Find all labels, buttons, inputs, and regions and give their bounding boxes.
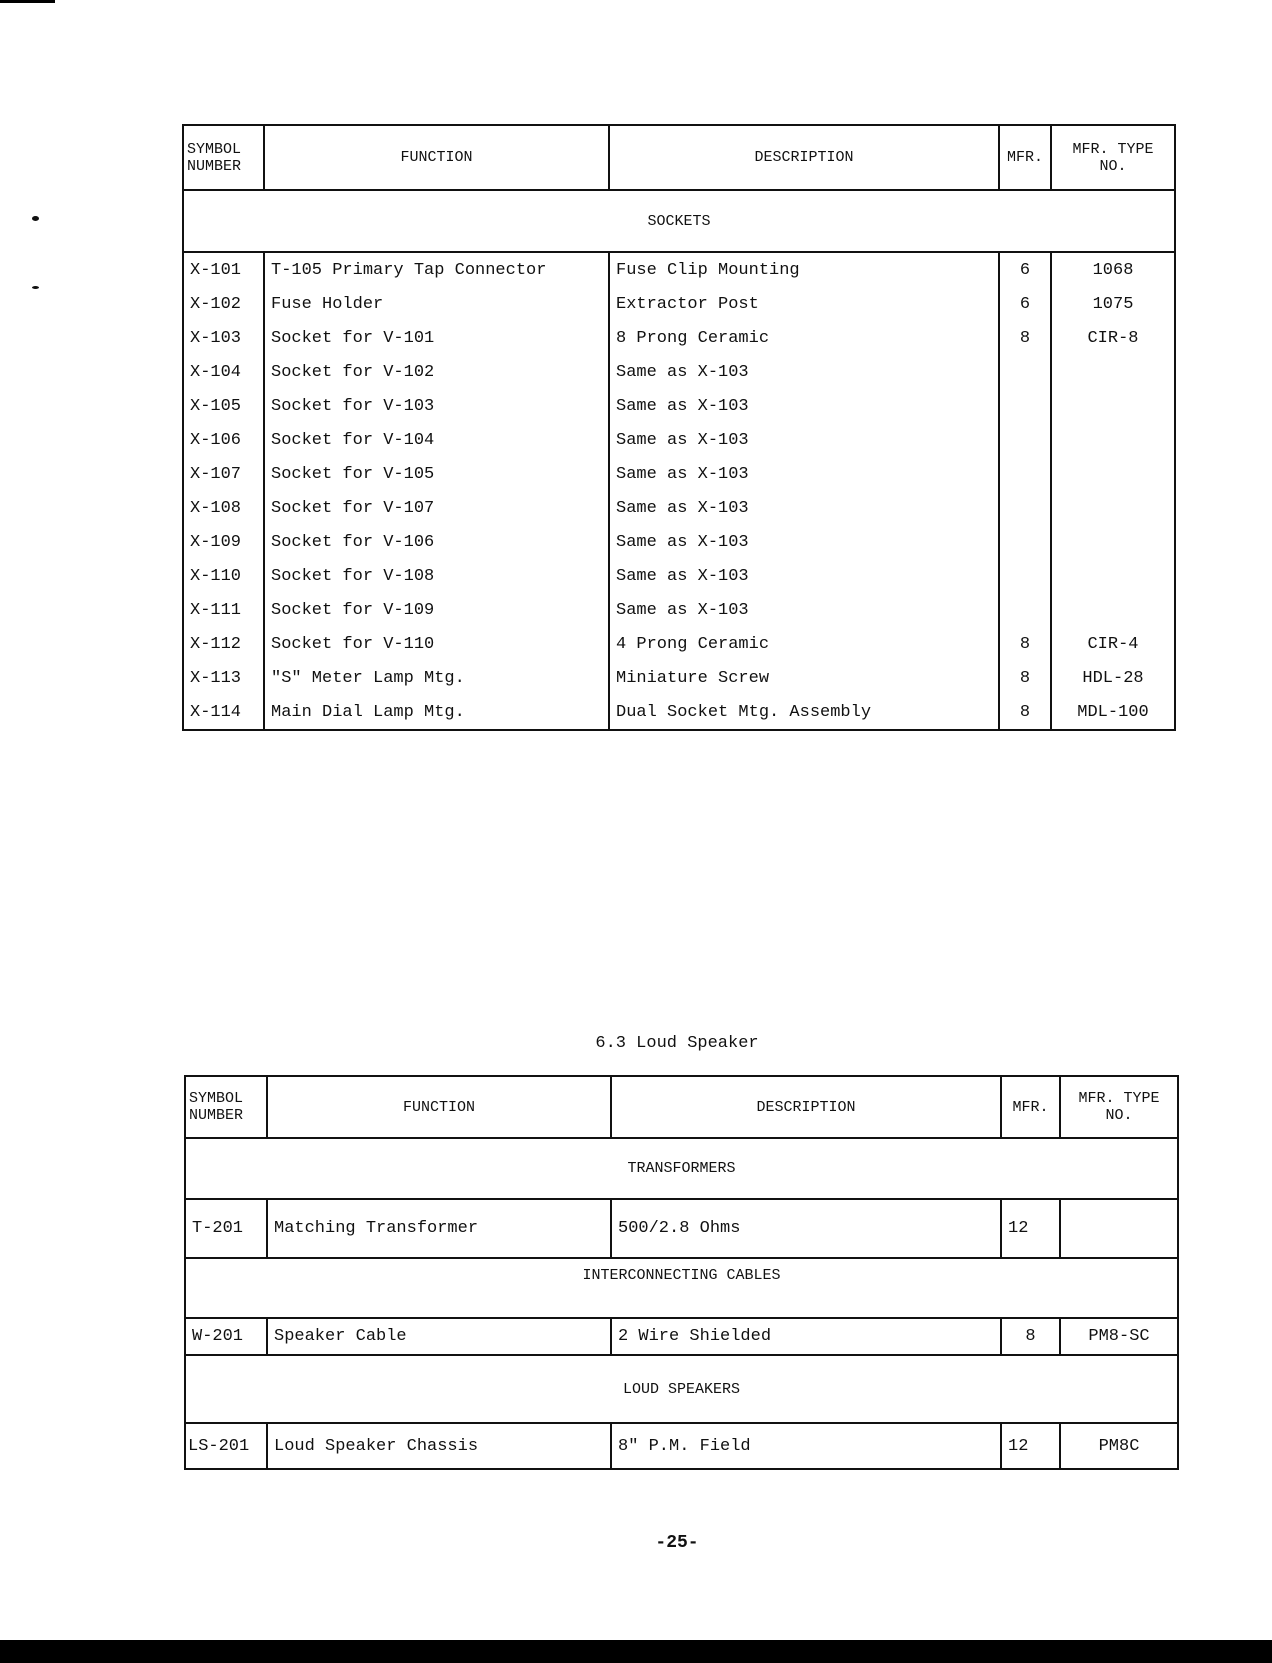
description-cell: Same as X-103 <box>609 593 999 627</box>
table-row <box>183 252 1175 287</box>
symbol-cell: X-107 <box>183 457 264 491</box>
mfr-cell: 6 <box>999 287 1051 321</box>
sockets-parts-table <box>182 124 1176 731</box>
description-cell: Same as X-103 <box>609 389 999 423</box>
function-cell: T-105 Primary Tap Connector <box>264 252 609 287</box>
table-row <box>185 1199 1178 1258</box>
mfr-cell: 12 <box>1001 1199 1060 1258</box>
header-mfr: MFR. <box>999 125 1051 190</box>
table-row <box>185 1318 1178 1355</box>
type-no-cell <box>1051 423 1175 457</box>
loud-speaker-parts-table <box>184 1075 1179 1470</box>
table-row <box>183 389 1175 423</box>
type-no-cell <box>1051 457 1175 491</box>
mfr-cell <box>999 525 1051 559</box>
symbol-cell: LS-201 <box>185 1423 267 1469</box>
type-no-cell: PM8-SC <box>1060 1318 1178 1355</box>
type-no-cell <box>1051 593 1175 627</box>
type-no-cell: CIR-8 <box>1051 321 1175 355</box>
symbol-cell: X-102 <box>183 287 264 321</box>
function-cell: Loud Speaker Chassis <box>267 1423 611 1469</box>
symbol-cell: X-113 <box>183 661 264 695</box>
description-cell: 500/2.8 Ohms <box>611 1199 1001 1258</box>
table-row <box>183 559 1175 593</box>
section-heading-interconnecting-cables: INTERCONNECTING CABLES <box>185 1258 1178 1318</box>
table-row <box>183 627 1175 661</box>
header-function: FUNCTION <box>264 125 609 190</box>
mfr-cell <box>999 593 1051 627</box>
type-no-cell: MDL-100 <box>1051 695 1175 730</box>
type-no-cell <box>1051 355 1175 389</box>
header-symbol-number: SYMBOL NUMBER <box>185 1076 267 1138</box>
header-symbol-number: SYMBOL NUMBER <box>183 125 264 190</box>
mfr-cell: 8 <box>999 321 1051 355</box>
function-cell: Speaker Cable <box>267 1318 611 1355</box>
symbol-cell: W-201 <box>185 1318 267 1355</box>
header-type-no: MFR. TYPE NO. <box>1060 1076 1178 1138</box>
function-cell: Socket for V-104 <box>264 423 609 457</box>
header-function: FUNCTION <box>267 1076 611 1138</box>
mfr-cell <box>999 389 1051 423</box>
page-number: -25- <box>655 1533 699 1553</box>
mfr-cell: 6 <box>999 252 1051 287</box>
header-description: DESCRIPTION <box>609 125 999 190</box>
mfr-cell: 8 <box>999 661 1051 695</box>
type-no-cell: 1075 <box>1051 287 1175 321</box>
symbol-cell: X-105 <box>183 389 264 423</box>
type-no-cell <box>1051 389 1175 423</box>
table-row <box>183 593 1175 627</box>
function-cell: Socket for V-101 <box>264 321 609 355</box>
symbol-cell: X-111 <box>183 593 264 627</box>
mfr-cell <box>999 355 1051 389</box>
description-cell: 8" P.M. Field <box>611 1423 1001 1469</box>
function-cell: Socket for V-109 <box>264 593 609 627</box>
section-heading-transformers: TRANSFORMERS <box>185 1138 1178 1199</box>
description-cell: Extractor Post <box>609 287 999 321</box>
symbol-cell: X-106 <box>183 423 264 457</box>
header-mfr: MFR. <box>1001 1076 1060 1138</box>
symbol-cell: X-114 <box>183 695 264 730</box>
mfr-cell: 8 <box>999 627 1051 661</box>
type-no-cell <box>1060 1199 1178 1258</box>
scan-hole-mark <box>32 216 39 221</box>
table-row <box>185 1423 1178 1469</box>
function-cell: Socket for V-105 <box>264 457 609 491</box>
table-header-row <box>185 1076 1178 1138</box>
table-row <box>183 661 1175 695</box>
header-type-no: MFR. TYPE NO. <box>1051 125 1175 190</box>
mfr-cell: 8 <box>999 695 1051 730</box>
type-no-cell <box>1051 559 1175 593</box>
type-no-cell: HDL-28 <box>1051 661 1175 695</box>
symbol-cell: X-112 <box>183 627 264 661</box>
table-row <box>183 695 1175 730</box>
function-cell: Fuse Holder <box>264 287 609 321</box>
table-row <box>183 525 1175 559</box>
symbol-cell: T-201 <box>185 1199 267 1258</box>
symbol-cell: X-104 <box>183 355 264 389</box>
mfr-cell <box>999 457 1051 491</box>
description-cell: 8 Prong Ceramic <box>609 321 999 355</box>
type-no-cell <box>1051 525 1175 559</box>
mfr-cell <box>999 423 1051 457</box>
table-row <box>183 423 1175 457</box>
mfr-cell: 8 <box>1001 1318 1060 1355</box>
mfr-cell <box>999 491 1051 525</box>
type-no-cell: PM8C <box>1060 1423 1178 1469</box>
function-cell: Main Dial Lamp Mtg. <box>264 695 609 730</box>
table-row <box>183 321 1175 355</box>
type-no-cell: 1068 <box>1051 252 1175 287</box>
scan-hole-mark <box>32 286 39 289</box>
description-cell: Dual Socket Mtg. Assembly <box>609 695 999 730</box>
function-cell: Socket for V-106 <box>264 525 609 559</box>
type-no-cell <box>1051 491 1175 525</box>
mfr-cell <box>999 559 1051 593</box>
function-cell: "S" Meter Lamp Mtg. <box>264 661 609 695</box>
description-cell: Same as X-103 <box>609 423 999 457</box>
type-no-cell: CIR-4 <box>1051 627 1175 661</box>
symbol-cell: X-110 <box>183 559 264 593</box>
function-cell: Matching Transformer <box>267 1199 611 1258</box>
description-cell: Same as X-103 <box>609 525 999 559</box>
table-row <box>183 491 1175 525</box>
description-cell: 2 Wire Shielded <box>611 1318 1001 1355</box>
symbol-cell: X-108 <box>183 491 264 525</box>
scan-bottom-edge <box>0 1640 1272 1663</box>
scan-edge-mark <box>0 0 55 3</box>
function-cell: Socket for V-102 <box>264 355 609 389</box>
mfr-cell: 12 <box>1001 1423 1060 1469</box>
description-cell: Same as X-103 <box>609 559 999 593</box>
symbol-cell: X-101 <box>183 252 264 287</box>
table-row <box>183 457 1175 491</box>
section-heading-sockets: SOCKETS <box>183 190 1175 252</box>
description-cell: Fuse Clip Mounting <box>609 252 999 287</box>
section-heading-loud-speakers: LOUD SPEAKERS <box>185 1355 1178 1423</box>
description-cell: Same as X-103 <box>609 491 999 525</box>
function-cell: Socket for V-108 <box>264 559 609 593</box>
function-cell: Socket for V-110 <box>264 627 609 661</box>
description-cell: Same as X-103 <box>609 457 999 491</box>
function-cell: Socket for V-103 <box>264 389 609 423</box>
symbol-cell: X-109 <box>183 525 264 559</box>
function-cell: Socket for V-107 <box>264 491 609 525</box>
table-row <box>183 287 1175 321</box>
table-row <box>183 355 1175 389</box>
description-cell: Same as X-103 <box>609 355 999 389</box>
table-header-row <box>183 125 1175 190</box>
symbol-cell: X-103 <box>183 321 264 355</box>
section-title: 6.3 Loud Speaker <box>595 1034 759 1053</box>
description-cell: 4 Prong Ceramic <box>609 627 999 661</box>
header-description: DESCRIPTION <box>611 1076 1001 1138</box>
description-cell: Miniature Screw <box>609 661 999 695</box>
